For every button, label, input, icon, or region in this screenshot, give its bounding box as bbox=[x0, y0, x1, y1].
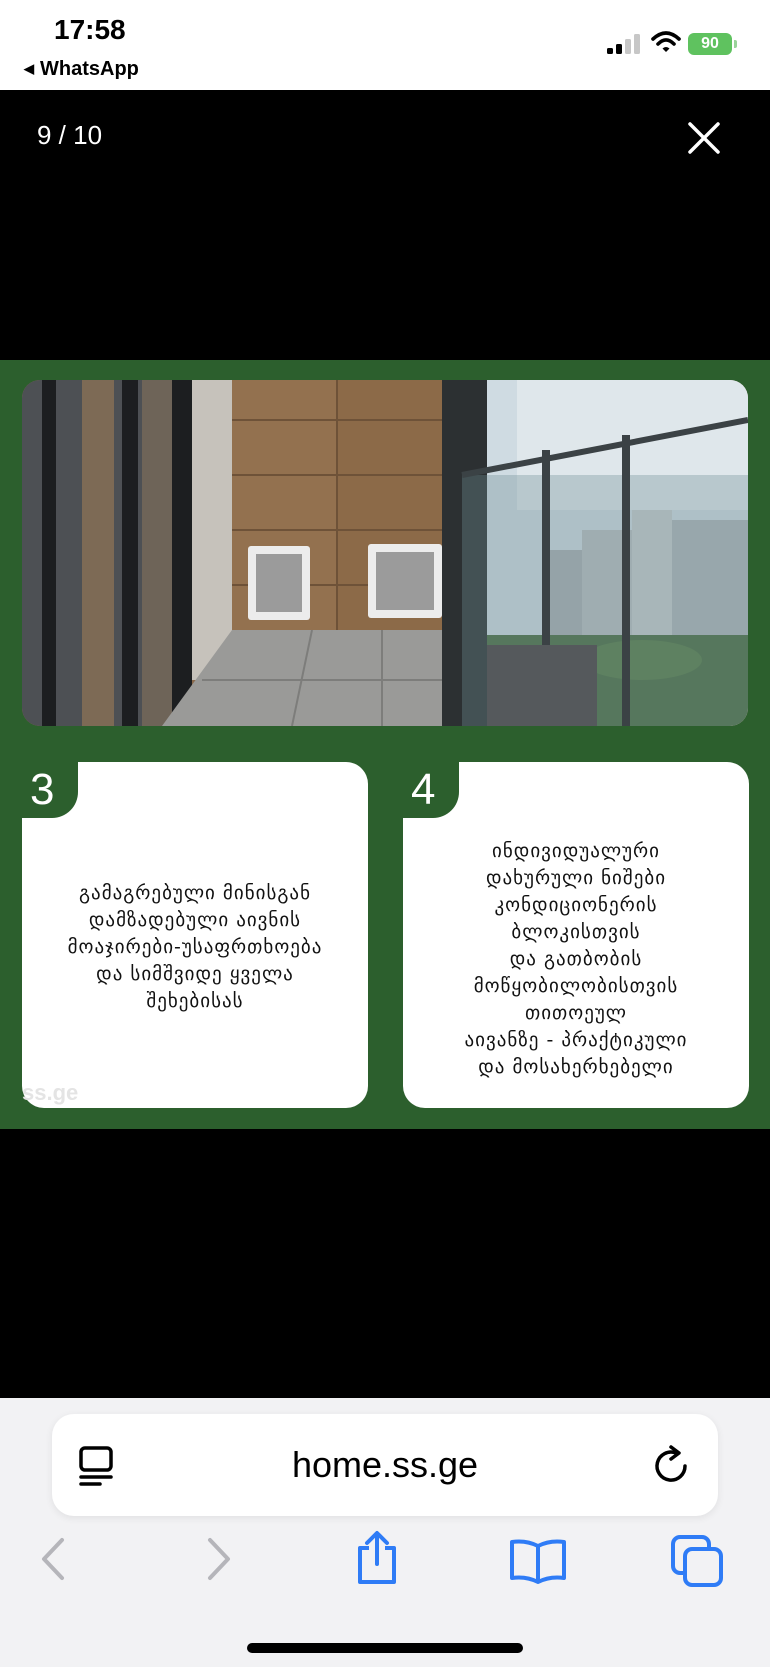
ss-watermark: ss.ge bbox=[22, 1080, 79, 1105]
share-icon[interactable] bbox=[352, 1530, 402, 1586]
back-app-label: WhatsApp bbox=[40, 58, 139, 80]
card-number-notch bbox=[22, 762, 78, 818]
cellular-signal-icon bbox=[607, 34, 641, 54]
card-number-notch bbox=[403, 762, 459, 818]
card-description: ინდივიდუალური დახურული ნიშები კონდიციონერის ბლოკისთვის და გათბობის მოწყობილობისთვის თითოეულ აივანზე - პრაქტიკული და მოსახერხებელი bbox=[464, 840, 688, 1078]
battery-indicator: 90 bbox=[688, 33, 732, 55]
back-triangle-icon: ◀ bbox=[24, 61, 34, 76]
reload-icon[interactable] bbox=[652, 1444, 692, 1486]
close-icon[interactable] bbox=[684, 118, 724, 158]
feature-card-4 bbox=[403, 762, 749, 1108]
status-time: 17:58 bbox=[54, 14, 126, 45]
address-bar[interactable] bbox=[52, 1414, 718, 1516]
browser-toolbar bbox=[0, 1398, 770, 1667]
tabs-icon[interactable] bbox=[670, 1534, 726, 1588]
status-bar bbox=[0, 0, 770, 90]
url-text: home.ss.ge bbox=[291, 1444, 479, 1485]
home-indicator bbox=[247, 1643, 523, 1653]
card-number: 3 bbox=[30, 765, 55, 814]
feature-card-3 bbox=[22, 762, 368, 1108]
balcony-illustration bbox=[22, 380, 748, 726]
image-counter: 9 / 10 bbox=[37, 120, 103, 150]
chevron-left-icon[interactable] bbox=[38, 1536, 68, 1582]
bookmarks-icon[interactable] bbox=[508, 1538, 568, 1584]
balcony-photo bbox=[22, 380, 748, 726]
chevron-right-icon[interactable] bbox=[204, 1536, 234, 1582]
back-to-app-link[interactable] bbox=[24, 58, 139, 81]
slide-image bbox=[0, 360, 770, 1129]
card-number: 4 bbox=[411, 765, 436, 814]
wifi-icon bbox=[651, 30, 681, 54]
card-description: გამაგრებული მინისგან დამზადებული აივნის მოაჯირები-უსაფრთხოება და სიმშვიდე ყველა შეხებისას bbox=[67, 882, 323, 1012]
